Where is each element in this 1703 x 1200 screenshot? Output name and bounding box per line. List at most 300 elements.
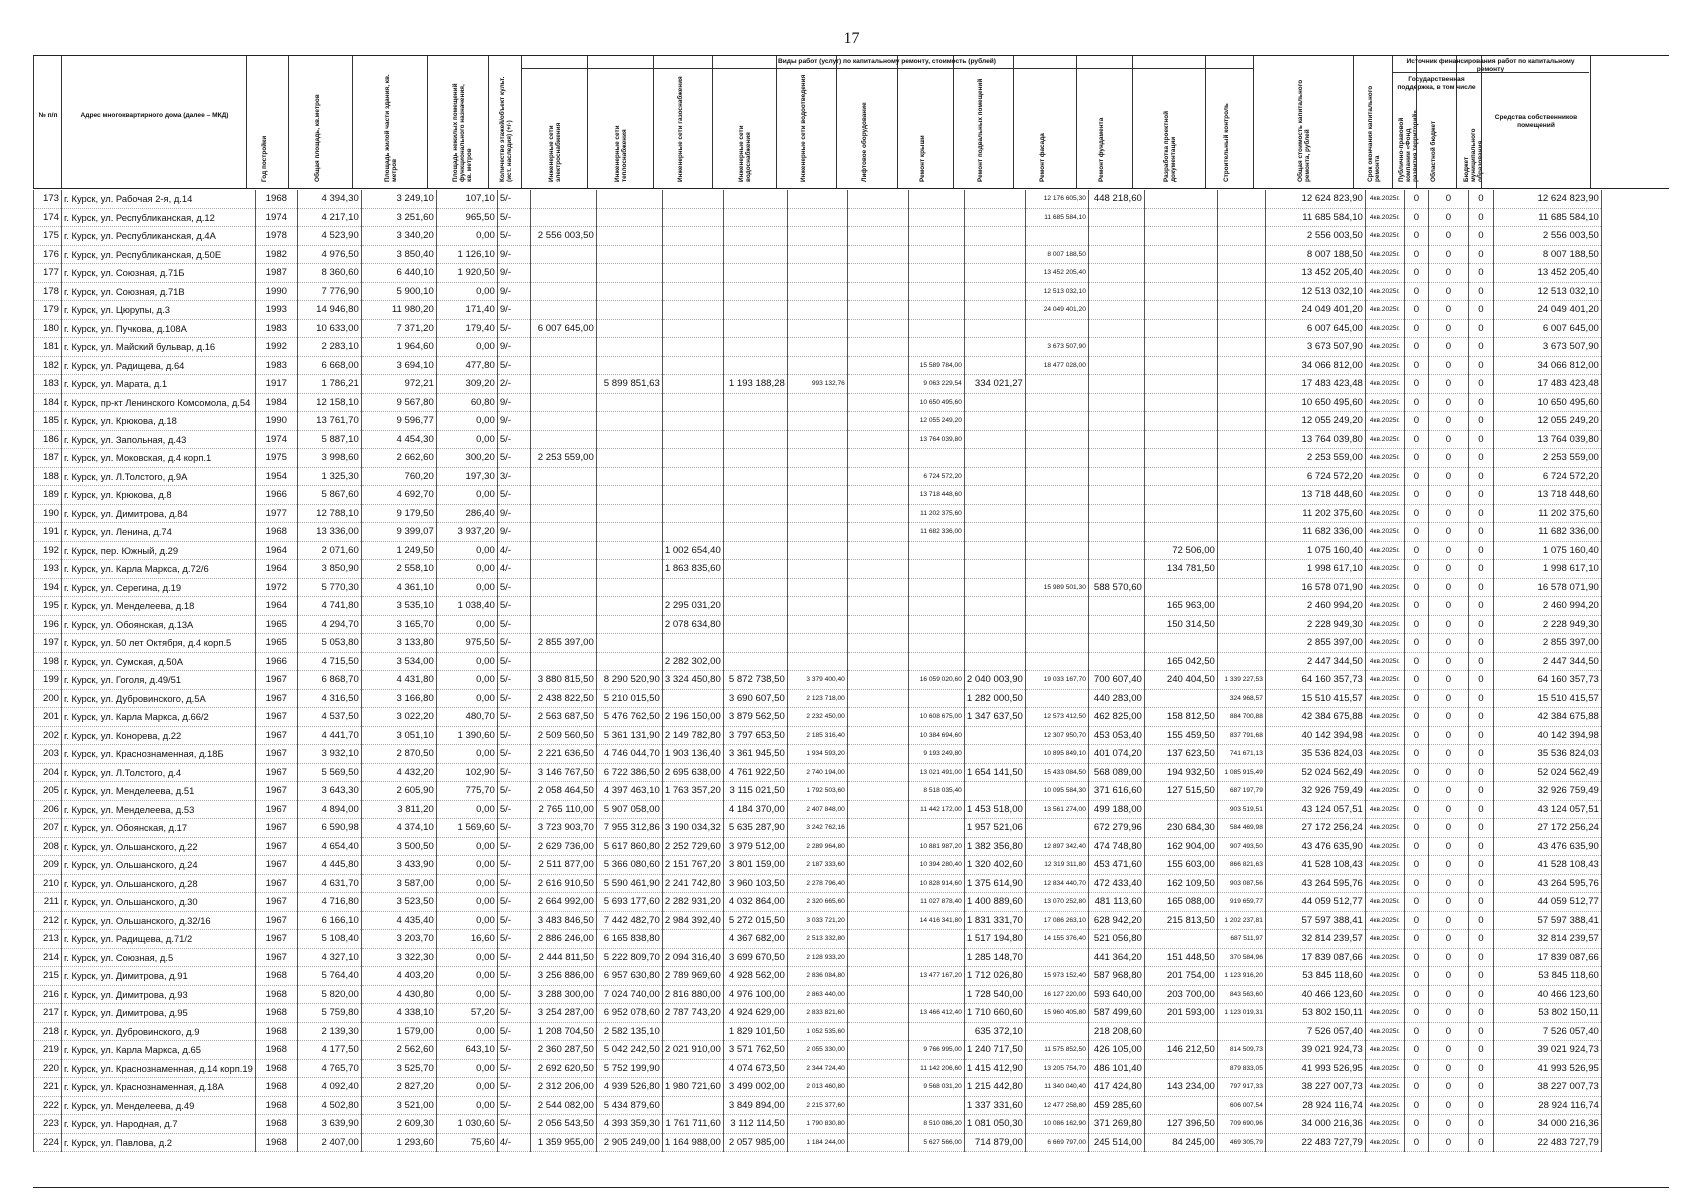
cell-reg: 0 xyxy=(1428,911,1468,930)
cell-reg: 0 xyxy=(1428,578,1468,597)
cell-addr: г. Курск, ул. Димитрова, д.84 xyxy=(62,504,256,523)
cell-sewer xyxy=(787,597,847,616)
cell-fund: 0 xyxy=(1404,578,1428,597)
cell-found xyxy=(1088,393,1144,412)
cell-found xyxy=(1088,615,1144,634)
cell-addr: г. Курск, ул. Крюкова, д.18 xyxy=(62,412,256,431)
cell-roof xyxy=(908,652,964,671)
cell-roof: 10 650 495,60 xyxy=(908,393,964,412)
cell-facade: 13 070 252,80 xyxy=(1025,893,1088,912)
cell-nonres: 775,70 xyxy=(436,782,497,801)
cell-nonres: 179,40 xyxy=(436,319,497,338)
cell-ctrl: 1 123 916,20 xyxy=(1217,967,1265,986)
table-row xyxy=(34,726,1602,745)
cell-sewer: 2 278 796,40 xyxy=(787,874,847,893)
cell-roof: 11 142 206,60 xyxy=(908,1059,964,1078)
table-row xyxy=(34,1096,1602,1115)
cell-water xyxy=(723,245,787,264)
cell-fund: 0 xyxy=(1404,1078,1428,1097)
cell-found: 474 748,80 xyxy=(1088,837,1144,856)
cell-gas: 2 078 634,80 xyxy=(662,615,723,634)
cell-lift xyxy=(847,541,908,560)
cell-roof: 13 477 167,20 xyxy=(908,967,964,986)
cell-fund: 0 xyxy=(1404,375,1428,394)
cell-n: 180 xyxy=(34,319,62,338)
cell-facade xyxy=(1025,430,1088,449)
cell-found xyxy=(1088,449,1144,468)
cell-year: 1968 xyxy=(255,1078,297,1097)
cell-design xyxy=(1144,930,1217,949)
cell-roof: 11 202 375,60 xyxy=(908,504,964,523)
cell-gas: 1 763 357,20 xyxy=(662,782,723,801)
cell-ctrl: 907 493,50 xyxy=(1217,837,1265,856)
cell-year: 1974 xyxy=(255,430,297,449)
cell-floors: 9/- xyxy=(497,301,530,320)
cell-heat xyxy=(596,467,662,486)
cell-facade xyxy=(1025,412,1088,431)
cell-nonres: 0,00 xyxy=(436,282,497,301)
table-row xyxy=(34,800,1602,819)
cell-nonres: 480,70 xyxy=(436,708,497,727)
cell-facade: 13 205 754,70 xyxy=(1025,1059,1088,1078)
cell-living: 4 435,40 xyxy=(361,911,436,930)
cell-base xyxy=(964,245,1025,264)
cell-el: 2 511 877,00 xyxy=(530,856,596,875)
cell-sum: 10 650 495,60 xyxy=(1265,393,1365,412)
cell-addr: г. Курск, ул. Ленина, д.74 xyxy=(62,523,256,542)
cell-roof xyxy=(908,541,964,560)
cell-base: 1 712 026,80 xyxy=(964,967,1025,986)
cell-ctrl xyxy=(1217,301,1265,320)
cell-ctrl xyxy=(1217,430,1265,449)
cell-base xyxy=(964,578,1025,597)
cell-heat xyxy=(596,652,662,671)
cell-roof: 10 384 694,60 xyxy=(908,726,964,745)
cell-el: 2 312 206,00 xyxy=(530,1078,596,1097)
cell-found xyxy=(1088,227,1144,246)
cell-gas: 1 002 654,40 xyxy=(662,541,723,560)
cell-heat: 4 939 526,80 xyxy=(596,1078,662,1097)
cell-lift xyxy=(847,615,908,634)
cell-heat xyxy=(596,523,662,542)
table-row xyxy=(34,578,1602,597)
cell-fund: 0 xyxy=(1404,319,1428,338)
cell-ctrl xyxy=(1217,282,1265,301)
cell-ctrl: 687 511,97 xyxy=(1217,930,1265,949)
cell-base xyxy=(964,301,1025,320)
cell-sewer xyxy=(787,615,847,634)
cell-roof: 5 627 566,00 xyxy=(908,1133,964,1152)
cell-n: 213 xyxy=(34,930,62,949)
cell-mun: 0 xyxy=(1468,708,1493,727)
cell-term: 4кв.2025г. xyxy=(1365,1041,1404,1060)
cell-sum: 17 483 423,48 xyxy=(1265,375,1365,394)
cell-facade: 12 307 950,70 xyxy=(1025,726,1088,745)
cell-addr: г. Курск, ул. Республиканская, д.50Е xyxy=(62,245,256,264)
cell-gas xyxy=(662,190,723,208)
cell-living: 4 338,10 xyxy=(361,1004,436,1023)
cell-reg: 0 xyxy=(1428,449,1468,468)
cell-fund: 0 xyxy=(1404,893,1428,912)
cell-floors: 5/- xyxy=(497,1115,530,1134)
cell-lift xyxy=(847,597,908,616)
cell-base: 1 400 889,60 xyxy=(964,893,1025,912)
cell-total: 5 867,60 xyxy=(297,486,361,505)
cell-found: 245 514,00 xyxy=(1088,1133,1144,1152)
table-row xyxy=(34,208,1602,227)
cell-fund: 0 xyxy=(1404,393,1428,412)
cell-nonres: 0,00 xyxy=(436,967,497,986)
cell-found xyxy=(1088,523,1144,542)
cell-lift xyxy=(847,356,908,375)
cell-mun: 0 xyxy=(1468,208,1493,227)
cell-base: 1 240 717,50 xyxy=(964,1041,1025,1060)
cell-design: 165 088,00 xyxy=(1144,893,1217,912)
cell-gas: 2 816 880,00 xyxy=(662,985,723,1004)
cell-total: 3 643,30 xyxy=(297,782,361,801)
cell-sewer xyxy=(787,523,847,542)
table-row xyxy=(34,356,1602,375)
cell-own: 3 673 507,90 xyxy=(1493,338,1601,357)
cell-addr: г. Курск, ул. Карла Маркса, д.65 xyxy=(62,1041,256,1060)
cell-sewer xyxy=(787,486,847,505)
cell-mun: 0 xyxy=(1468,634,1493,653)
cell-heat: 7 955 312,86 xyxy=(596,819,662,838)
cell-fund: 0 xyxy=(1404,1133,1428,1152)
cell-own: 41 528 108,43 xyxy=(1493,856,1601,875)
cell-fund: 0 xyxy=(1404,634,1428,653)
cell-sum: 38 227 007,73 xyxy=(1265,1078,1365,1097)
cell-water xyxy=(723,282,787,301)
cell-sum: 43 264 595,76 xyxy=(1265,874,1365,893)
table-row xyxy=(34,1004,1602,1023)
cell-sum: 12 624 823,90 xyxy=(1265,190,1365,208)
cell-lift xyxy=(847,837,908,856)
cell-water xyxy=(723,356,787,375)
cell-found xyxy=(1088,597,1144,616)
cell-found: 371 616,60 xyxy=(1088,782,1144,801)
cell-roof: 10 881 987,20 xyxy=(908,837,964,856)
cell-ctrl: 584 469,98 xyxy=(1217,819,1265,838)
cell-nonres: 477,80 xyxy=(436,356,497,375)
cell-n: 194 xyxy=(34,578,62,597)
cell-term: 4кв.2025г. xyxy=(1365,208,1404,227)
cell-water xyxy=(723,523,787,542)
cell-facade: 16 127 220,00 xyxy=(1025,985,1088,1004)
cell-living: 4 430,80 xyxy=(361,985,436,1004)
cell-reg: 0 xyxy=(1428,967,1468,986)
cell-water: 4 184 370,00 xyxy=(723,800,787,819)
cell-design xyxy=(1144,264,1217,283)
cell-n: 183 xyxy=(34,375,62,394)
cell-el xyxy=(530,245,596,264)
cell-year: 1967 xyxy=(255,874,297,893)
cell-addr: г. Курск, ул. Менделеева, д.51 xyxy=(62,782,256,801)
cell-nonres: 1 038,40 xyxy=(436,597,497,616)
table-row xyxy=(34,319,1602,338)
cell-total: 1 325,30 xyxy=(297,467,361,486)
cell-term: 4кв.2025г. xyxy=(1365,578,1404,597)
cell-addr: г. Курск, ул. Краснознаменная, д.18Б xyxy=(62,745,256,764)
sources-group-title: Источник финансирования работ по капитальному ремонту xyxy=(1406,58,1575,73)
cell-roof: 8 518 035,40 xyxy=(908,782,964,801)
table-row xyxy=(34,819,1602,838)
cell-own: 28 924 116,74 xyxy=(1493,1096,1601,1115)
cell-base: 1 337 331,60 xyxy=(964,1096,1025,1115)
cell-el xyxy=(530,301,596,320)
cell-lift xyxy=(847,967,908,986)
cell-found: 401 074,20 xyxy=(1088,745,1144,764)
cell-n: 224 xyxy=(34,1133,62,1152)
cell-reg: 0 xyxy=(1428,819,1468,838)
cell-term: 4кв.2025г. xyxy=(1365,338,1404,357)
cell-reg: 0 xyxy=(1428,208,1468,227)
cell-reg: 0 xyxy=(1428,227,1468,246)
cell-ctrl xyxy=(1217,597,1265,616)
cell-year: 1968 xyxy=(255,1041,297,1060)
cell-sewer xyxy=(787,356,847,375)
cell-term: 4кв.2025г. xyxy=(1365,911,1404,930)
cell-heat xyxy=(596,560,662,579)
cell-base xyxy=(964,430,1025,449)
cell-base xyxy=(964,726,1025,745)
cell-nonres: 286,40 xyxy=(436,504,497,523)
cell-year: 1967 xyxy=(255,763,297,782)
cell-gas xyxy=(662,467,723,486)
cell-ctrl xyxy=(1217,504,1265,523)
cell-design: 155 603,00 xyxy=(1144,856,1217,875)
cell-roof xyxy=(908,819,964,838)
cell-found: 472 433,40 xyxy=(1088,874,1144,893)
cell-el: 2 886 246,00 xyxy=(530,930,596,949)
cell-nonres: 0,00 xyxy=(436,948,497,967)
cell-el xyxy=(530,375,596,394)
cell-lift xyxy=(847,745,908,764)
cell-base: 334 021,27 xyxy=(964,375,1025,394)
cell-sum: 17 839 087,66 xyxy=(1265,948,1365,967)
cell-sewer: 2 836 084,80 xyxy=(787,967,847,986)
cell-sum: 13 452 205,40 xyxy=(1265,264,1365,283)
cell-year: 1987 xyxy=(255,264,297,283)
cell-heat xyxy=(596,578,662,597)
cell-mun: 0 xyxy=(1468,948,1493,967)
cell-el: 2 664 992,00 xyxy=(530,893,596,912)
cell-living: 9 596,77 xyxy=(361,412,436,431)
header-col-foundation: Ремонт фундамента xyxy=(1076,56,1133,188)
cell-design: 72 506,00 xyxy=(1144,541,1217,560)
cell-addr: г. Курск, ул. Л.Толстого, д.4 xyxy=(62,763,256,782)
cell-found xyxy=(1088,560,1144,579)
cell-total: 3 998,60 xyxy=(297,449,361,468)
cell-water: 3 801 159,00 xyxy=(723,856,787,875)
cell-lift xyxy=(847,412,908,431)
cell-total: 4 327,10 xyxy=(297,948,361,967)
table-row xyxy=(34,763,1602,782)
cell-sewer xyxy=(787,245,847,264)
cell-lift xyxy=(847,467,908,486)
cell-year: 1968 xyxy=(255,1022,297,1041)
cell-el xyxy=(530,504,596,523)
header-col-living-area: Площадь жилой части здания, кв. метров xyxy=(352,56,428,188)
cell-ctrl: 1 123 019,31 xyxy=(1217,1004,1265,1023)
cell-gas: 2 149 782,80 xyxy=(662,726,723,745)
cell-el: 2 616 910,50 xyxy=(530,874,596,893)
cell-ctrl xyxy=(1217,541,1265,560)
cell-lift xyxy=(847,819,908,838)
cell-total: 4 765,70 xyxy=(297,1059,361,1078)
cell-base: 1 415 412,90 xyxy=(964,1059,1025,1078)
cell-floors: 5/- xyxy=(497,930,530,949)
cell-nonres: 0,00 xyxy=(436,560,497,579)
cell-addr: г. Курск, ул. Павлова, д.2 xyxy=(62,1133,256,1152)
cell-roof: 9 193 249,80 xyxy=(908,745,964,764)
cell-living: 3 340,20 xyxy=(361,227,436,246)
cell-year: 1967 xyxy=(255,911,297,930)
cell-el xyxy=(530,523,596,542)
cell-sewer: 2 740 194,00 xyxy=(787,763,847,782)
cell-el xyxy=(530,578,596,597)
cell-addr: г. Курск, ул. Марата, д.1 xyxy=(62,375,256,394)
cell-water xyxy=(723,578,787,597)
cell-addr: г. Курск, ул. Ольшанского, д.30 xyxy=(62,893,256,912)
cell-year: 1964 xyxy=(255,597,297,616)
cell-nonres: 1 920,50 xyxy=(436,264,497,283)
header-col-basement: Ремонт подвальных помещений xyxy=(953,56,1014,188)
group-divider xyxy=(521,68,1253,69)
cell-mun: 0 xyxy=(1468,190,1493,208)
cell-heat xyxy=(596,430,662,449)
cell-year: 1968 xyxy=(255,523,297,542)
cell-living: 9 399,07 xyxy=(361,523,436,542)
table-row xyxy=(34,541,1602,560)
cell-facade xyxy=(1025,504,1088,523)
cell-gas: 2 282 302,00 xyxy=(662,652,723,671)
cell-el xyxy=(530,190,596,208)
cell-n: 208 xyxy=(34,837,62,856)
cell-term: 4кв.2025г. xyxy=(1365,1004,1404,1023)
cell-fund: 0 xyxy=(1404,449,1428,468)
cell-mun: 0 xyxy=(1468,763,1493,782)
cell-floors: 5/- xyxy=(497,819,530,838)
cell-mun: 0 xyxy=(1468,541,1493,560)
cell-term: 4кв.2025г. xyxy=(1365,560,1404,579)
cell-year: 1965 xyxy=(255,615,297,634)
cell-year: 1975 xyxy=(255,449,297,468)
header-col-control: Строительный контроль xyxy=(1205,56,1254,188)
cell-base xyxy=(964,208,1025,227)
cell-el xyxy=(530,264,596,283)
cell-heat xyxy=(596,541,662,560)
cell-floors: 2/- xyxy=(497,375,530,394)
cell-design xyxy=(1144,689,1217,708)
table-row xyxy=(34,190,1602,208)
cell-water: 3 499 002,00 xyxy=(723,1078,787,1097)
table-row xyxy=(34,1078,1602,1097)
cell-mun: 0 xyxy=(1468,356,1493,375)
cell-n: 214 xyxy=(34,948,62,967)
cell-total: 4 217,10 xyxy=(297,208,361,227)
cell-found: 453 053,40 xyxy=(1088,726,1144,745)
cell-total: 4 654,40 xyxy=(297,837,361,856)
cell-water: 5 872 738,50 xyxy=(723,671,787,690)
cell-found xyxy=(1088,412,1144,431)
cell-n: 211 xyxy=(34,893,62,912)
cell-year: 1967 xyxy=(255,782,297,801)
cell-floors: 5/- xyxy=(497,449,530,468)
cell-design xyxy=(1144,245,1217,264)
cell-el xyxy=(530,430,596,449)
cell-roof xyxy=(908,560,964,579)
cell-found: 588 570,60 xyxy=(1088,578,1144,597)
cell-sum: 43 124 057,51 xyxy=(1265,800,1365,819)
cell-ctrl xyxy=(1217,523,1265,542)
cell-reg: 0 xyxy=(1428,763,1468,782)
cell-year: 1983 xyxy=(255,356,297,375)
cell-addr: г. Курск, ул. Радищева, д.71/2 xyxy=(62,930,256,949)
cell-fund: 0 xyxy=(1404,819,1428,838)
cell-total: 14 946,80 xyxy=(297,301,361,320)
cell-heat xyxy=(596,208,662,227)
cell-own: 13 718 448,60 xyxy=(1493,486,1601,505)
cell-heat: 8 290 520,90 xyxy=(596,671,662,690)
cell-floors: 5/- xyxy=(497,1022,530,1041)
cell-ctrl xyxy=(1217,393,1265,412)
cell-addr: г. Курск, ул. Сумская, д.50А xyxy=(62,652,256,671)
cell-heat: 2 905 249,00 xyxy=(596,1133,662,1152)
cell-fund: 0 xyxy=(1404,763,1428,782)
cell-sum: 52 024 562,49 xyxy=(1265,763,1365,782)
cell-mun: 0 xyxy=(1468,264,1493,283)
cell-gas: 2 241 742,80 xyxy=(662,874,723,893)
cell-ctrl xyxy=(1217,449,1265,468)
state-support-title: Государственная поддержка, в том числе xyxy=(1397,76,1476,91)
cell-total: 6 868,70 xyxy=(297,671,361,690)
cell-design xyxy=(1144,319,1217,338)
cell-fund: 0 xyxy=(1404,874,1428,893)
cell-reg: 0 xyxy=(1428,745,1468,764)
cell-sewer: 2 013 460,80 xyxy=(787,1078,847,1097)
cell-ctrl xyxy=(1217,356,1265,375)
cell-sewer xyxy=(787,190,847,208)
cell-fund: 0 xyxy=(1404,708,1428,727)
cell-sum: 40 142 394,98 xyxy=(1265,726,1365,745)
cell-roof xyxy=(908,338,964,357)
table-row xyxy=(34,393,1602,412)
table-body xyxy=(34,190,1602,1152)
cell-gas: 2 252 729,60 xyxy=(662,837,723,856)
cell-roof: 11 027 878,40 xyxy=(908,893,964,912)
cell-addr: г. Курск, ул. Димитрова, д.93 xyxy=(62,985,256,1004)
cell-base xyxy=(964,393,1025,412)
cell-year: 1968 xyxy=(255,1004,297,1023)
cell-facade: 3 673 507,90 xyxy=(1025,338,1088,357)
table-row xyxy=(34,430,1602,449)
table-row xyxy=(34,782,1602,801)
cell-gas xyxy=(662,1022,723,1041)
cell-facade xyxy=(1025,486,1088,505)
cell-lift xyxy=(847,1041,908,1060)
cell-design: 215 813,50 xyxy=(1144,911,1217,930)
cell-sewer: 3 379 400,40 xyxy=(787,671,847,690)
cell-water xyxy=(723,541,787,560)
cell-living: 4 374,10 xyxy=(361,819,436,838)
cell-gas: 1 164 988,00 xyxy=(662,1133,723,1152)
cell-facade: 11 685 584,10 xyxy=(1025,208,1088,227)
cell-mun: 0 xyxy=(1468,893,1493,912)
cell-year: 1990 xyxy=(255,282,297,301)
cell-ctrl xyxy=(1217,1022,1265,1041)
cell-lift xyxy=(847,190,908,208)
